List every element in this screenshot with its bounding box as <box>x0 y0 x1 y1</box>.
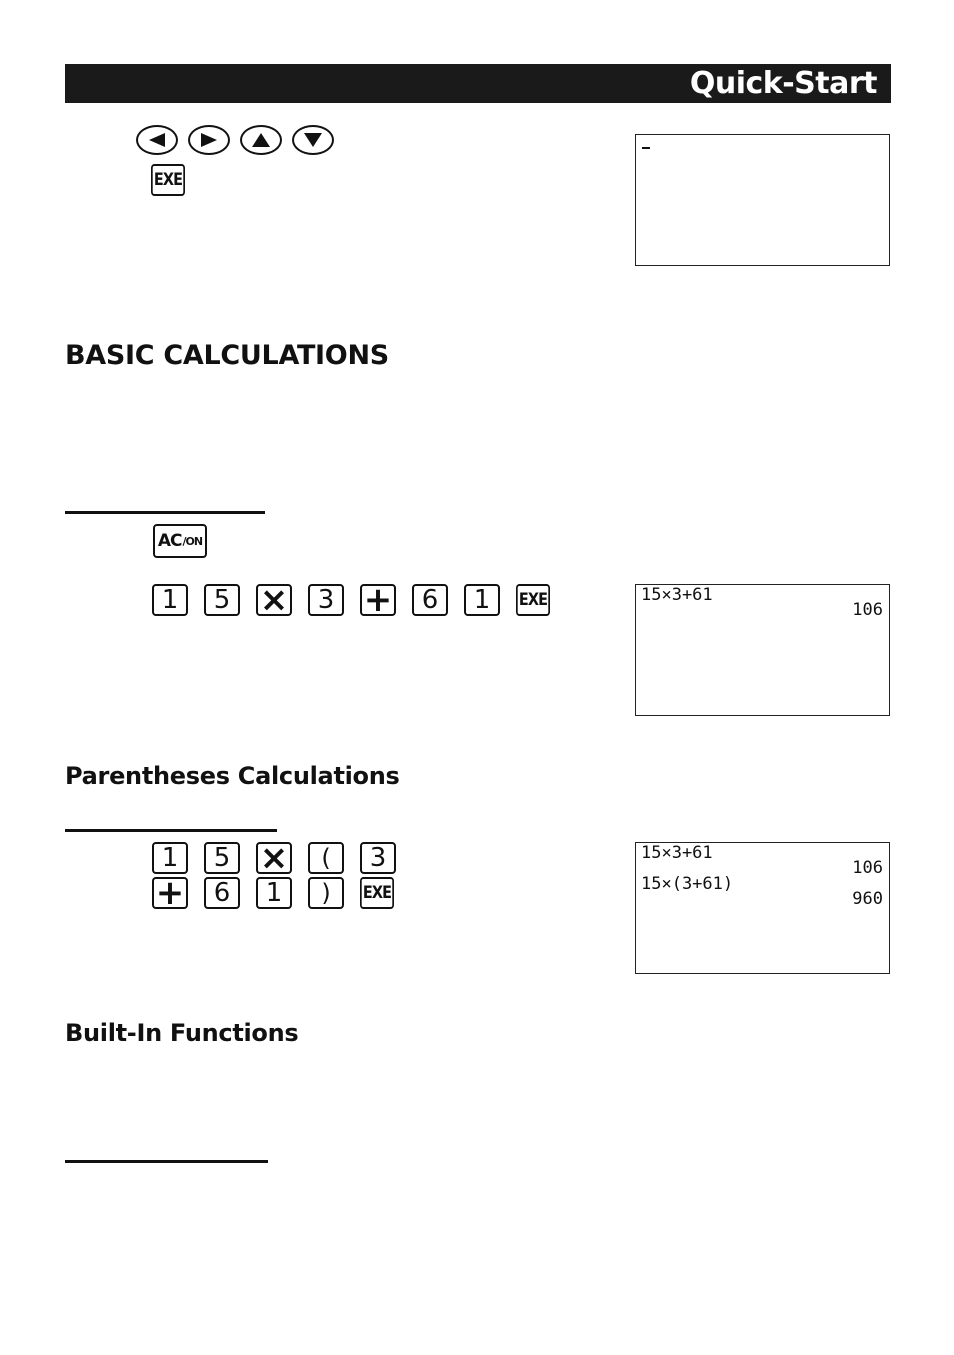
key-6: 6 <box>204 877 240 909</box>
heading-built-in-functions: Built-In Functions <box>65 1019 299 1047</box>
heading-basic-calculations: BASIC CALCULATIONS <box>65 340 389 371</box>
exe-key-row <box>151 164 207 196</box>
key-1: 1 <box>464 584 500 616</box>
screen-result: 106 <box>852 600 883 620</box>
screen-expression: 15×3+61 <box>641 585 713 605</box>
multiply-key: × <box>256 584 292 616</box>
exe-key: EXE <box>151 164 185 196</box>
close-paren-key: ) <box>308 877 344 909</box>
paren-key-sequence-1 <box>152 838 412 878</box>
basic-key-sequence <box>152 580 572 620</box>
key-3: 3 <box>360 842 396 874</box>
key-5: 5 <box>204 842 240 874</box>
divider-rule <box>65 829 277 832</box>
key-1: 1 <box>256 877 292 909</box>
screen-expression-2: 15×(3+61) <box>641 874 734 894</box>
down-arrow-icon <box>292 125 334 155</box>
paren-key-sequence-2 <box>152 873 416 913</box>
exe-key: EXE <box>516 584 550 616</box>
key-1: 1 <box>152 584 188 616</box>
cursor-icon <box>642 147 650 149</box>
multiply-key: × <box>256 842 292 874</box>
right-arrow-icon <box>188 125 230 155</box>
calculator-screen-initial <box>635 134 890 266</box>
open-paren-key: ( <box>308 842 344 874</box>
header-bar <box>65 64 891 103</box>
exe-key: EXE <box>360 877 394 909</box>
heading-parentheses-calculations: Parentheses Calculations <box>65 762 400 790</box>
ac-on-key: AC /ON <box>153 524 207 558</box>
key-3: 3 <box>308 584 344 616</box>
key-1: 1 <box>152 842 188 874</box>
left-arrow-icon <box>136 125 178 155</box>
divider-rule <box>65 1160 268 1163</box>
calculator-screen-parentheses <box>635 842 890 974</box>
ac-key-row <box>153 524 223 558</box>
calculator-screen-basic <box>635 584 890 716</box>
divider-rule <box>65 511 265 514</box>
plus-key: + <box>360 584 396 616</box>
up-arrow-icon <box>240 125 282 155</box>
key-5: 5 <box>204 584 240 616</box>
screen-expression-1: 15×3+61 <box>641 843 713 863</box>
screen-result-1: 106 <box>852 858 883 878</box>
key-6: 6 <box>412 584 448 616</box>
cursor-keys-row <box>136 125 344 155</box>
plus-key: + <box>152 877 188 909</box>
page-title: Quick-Start <box>689 66 877 101</box>
screen-result-2: 960 <box>852 889 883 909</box>
